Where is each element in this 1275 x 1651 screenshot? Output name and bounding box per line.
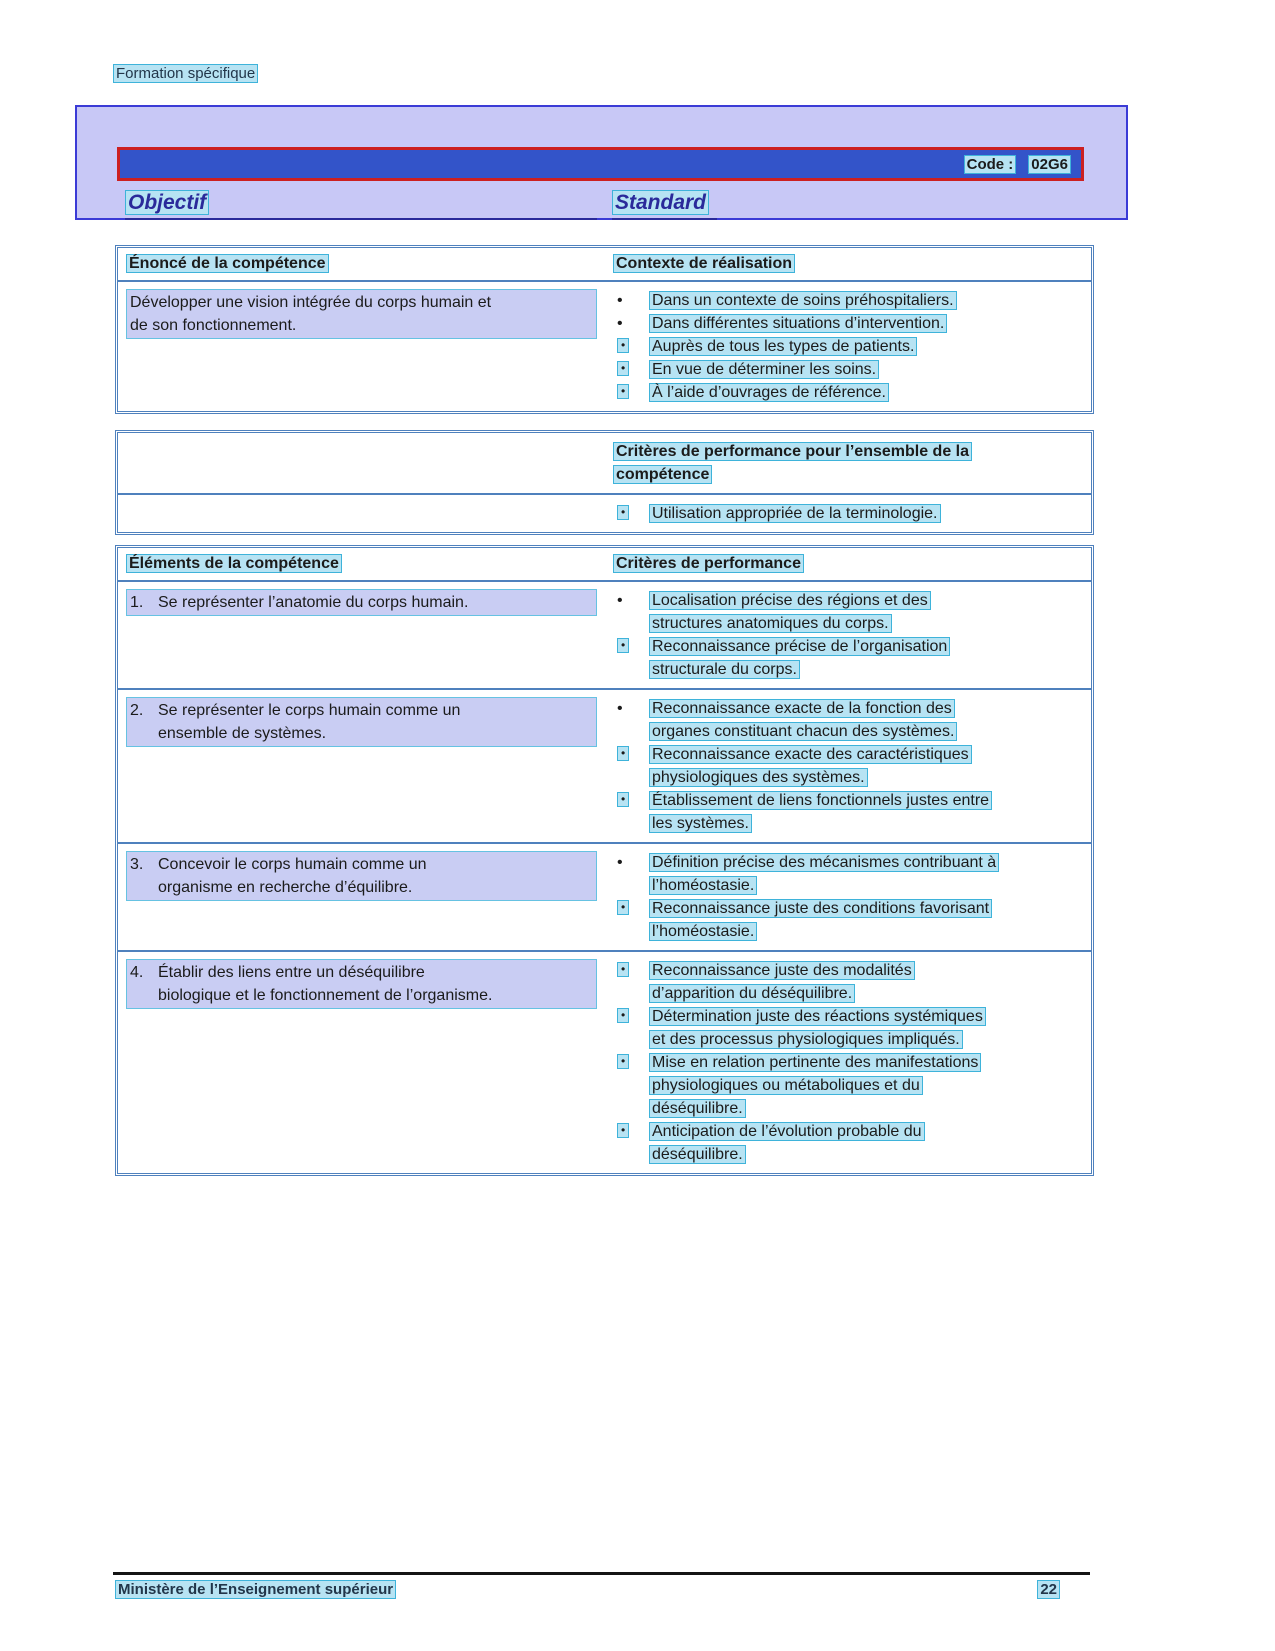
context-item-text — [649, 312, 1083, 335]
context-item-text — [649, 358, 1083, 381]
context-item — [613, 289, 1083, 312]
text-line — [649, 1051, 1083, 1074]
criterion-item — [613, 1005, 1083, 1051]
competence-table-body-row — [118, 280, 1091, 411]
highlighted-text: Définition précise des mécanismes contribuant à — [649, 853, 999, 872]
element-lines — [158, 853, 593, 899]
competence-statement — [126, 289, 597, 339]
text-line — [649, 1143, 1083, 1166]
text-line — [649, 897, 1083, 920]
highlighted-text: d’apparition du déséquilibre. — [649, 984, 855, 1003]
page-number: 22 — [1037, 1580, 1060, 1599]
element-statement — [126, 851, 597, 901]
text-line — [649, 920, 1083, 943]
criterion-item — [613, 1051, 1083, 1120]
text-line — [649, 743, 1083, 766]
text-line — [649, 1028, 1083, 1051]
text-line: Développer une vision intégrée du corps humain et — [130, 294, 492, 311]
text-line: ensemble de systèmes. — [158, 725, 327, 742]
text-line — [649, 812, 1083, 835]
text-line — [613, 440, 1083, 463]
boxed-bullet-icon: • — [617, 1008, 629, 1023]
bullet-icon — [613, 502, 649, 525]
headings-row — [125, 191, 717, 220]
competence-header-right-cell — [605, 248, 1091, 280]
highlighted-text: et des processus physiologiques impliqués. — [649, 1030, 963, 1049]
bullet-icon: • — [617, 854, 623, 871]
criterion-item — [613, 743, 1083, 789]
bullet-icon — [613, 358, 649, 381]
highlighted-text: Auprès de tous les types de patients. — [649, 337, 917, 356]
highlighted-text: À l’aide d’ouvrages de référence. — [649, 383, 889, 402]
text-line — [649, 982, 1083, 1005]
boxed-bullet-icon: • — [617, 1123, 629, 1138]
elements-header-right: Critères de performance — [613, 554, 804, 573]
bullet-icon: • — [617, 315, 623, 332]
ensemble-header-left-cell — [118, 433, 605, 493]
element-statement — [126, 697, 597, 747]
criteria-cell — [605, 952, 1091, 1173]
context-item-text — [649, 289, 1083, 312]
highlighted-text: Reconnaissance juste des conditions favorisant — [649, 899, 992, 918]
text-line — [649, 959, 1083, 982]
criterion-text — [649, 959, 1083, 1005]
highlighted-text: Dans différentes situations d’intervention. — [649, 314, 947, 333]
highlighted-text: Établissement de liens fonctionnels justes entre — [649, 791, 992, 810]
highlighted-text: Mise en relation pertinente des manifestations — [649, 1053, 981, 1072]
ensemble-body-row — [118, 493, 1091, 532]
bullet-icon — [613, 789, 649, 812]
text-line — [649, 697, 1083, 720]
criterion-item — [613, 697, 1083, 743]
criterion-text — [649, 851, 1083, 897]
criterion-text — [649, 743, 1083, 789]
element-lines — [158, 961, 593, 1007]
element-number: 1. — [130, 594, 144, 611]
objectif-label: Objectif — [125, 190, 209, 215]
bullet-icon — [613, 635, 649, 658]
boxed-bullet-icon: • — [617, 962, 629, 977]
text-line — [649, 381, 1083, 404]
ensemble-body-left-cell — [118, 495, 605, 532]
text-line: Concevoir le corps humain comme un — [158, 856, 427, 873]
highlighted-text: Localisation précise des régions et des — [649, 591, 931, 610]
text-line — [649, 289, 1083, 312]
criterion-text — [649, 1120, 1083, 1166]
elements-header-left: Éléments de la compétence — [126, 554, 342, 573]
bullet-icon — [613, 1120, 649, 1143]
criteria-cell — [605, 844, 1091, 950]
context-item-text — [649, 381, 1083, 404]
competence-statement-cell — [118, 282, 605, 411]
highlighted-text: structures anatomiques du corps. — [649, 614, 892, 633]
code-label: Code : — [964, 155, 1017, 174]
text-line: biologique et le fonctionnement de l’organisme. — [158, 987, 493, 1004]
text-line — [649, 789, 1083, 812]
competence-header-left-cell — [118, 248, 605, 280]
boxed-bullet-icon: • — [617, 384, 629, 399]
text-line — [649, 502, 1083, 525]
elements-header-left-cell — [118, 548, 605, 580]
boxed-bullet-icon: • — [617, 900, 629, 915]
objectif-heading — [125, 191, 597, 220]
criterion-item — [613, 897, 1083, 943]
context-item — [613, 335, 1083, 358]
highlighted-text: l’homéostasie. — [649, 922, 757, 941]
element-cell — [118, 690, 605, 842]
highlighted-text: Utilisation appropriée de la terminologie. — [649, 504, 941, 523]
criterion-text — [649, 897, 1083, 943]
criterion-item — [613, 635, 1083, 681]
bullet-icon — [613, 1005, 649, 1028]
boxed-bullet-icon: • — [617, 746, 629, 761]
highlighted-text: physiologiques des systèmes. — [649, 768, 868, 787]
highlighted-text: En vue de déterminer les soins. — [649, 360, 879, 379]
text-line — [649, 1097, 1083, 1120]
elements-table — [115, 545, 1094, 1176]
ensemble-header-right-cell — [605, 433, 1091, 493]
competence-table — [115, 245, 1094, 414]
criterion-text — [649, 697, 1083, 743]
criterion-item — [613, 851, 1083, 897]
text-line — [649, 766, 1083, 789]
highlighted-text: les systèmes. — [649, 814, 752, 833]
element-row — [118, 842, 1091, 950]
criterion-text — [649, 1005, 1083, 1051]
text-line: organisme en recherche d’équilibre. — [158, 879, 413, 896]
text-line: Établir des liens entre un déséquilibre — [158, 964, 425, 981]
bullet-icon — [613, 897, 649, 920]
highlighted-text: Reconnaissance exacte de la fonction des — [649, 699, 955, 718]
context-item — [613, 381, 1083, 404]
element-number: 4. — [130, 964, 144, 981]
boxed-bullet-icon: • — [617, 505, 629, 520]
highlighted-text: Reconnaissance juste des modalités — [649, 961, 915, 980]
ensemble-header-row — [118, 433, 1091, 493]
text-line — [649, 358, 1083, 381]
highlighted-text: Dans un contexte de soins préhospitaliers. — [649, 291, 957, 310]
bullet-icon — [613, 959, 649, 982]
text-line — [649, 1005, 1083, 1028]
footer-divider — [113, 1572, 1090, 1575]
text-line — [649, 851, 1083, 874]
element-lines — [158, 699, 593, 745]
bullet-icon — [613, 1051, 649, 1074]
context-item — [613, 312, 1083, 335]
text-line — [649, 1074, 1083, 1097]
text-line — [649, 658, 1083, 681]
highlighted-text: structurale du corps. — [649, 660, 800, 679]
element-cell — [118, 844, 605, 950]
criterion-item — [613, 959, 1083, 1005]
highlighted-text: physiologiques ou métaboliques et du — [649, 1076, 923, 1095]
context-list-cell — [605, 282, 1091, 411]
ensemble-criteria-table — [115, 430, 1094, 535]
bullet-icon: • — [617, 700, 623, 717]
element-cell — [118, 582, 605, 688]
criterion-text — [649, 789, 1083, 835]
criterion-text — [649, 589, 1083, 635]
text-line — [649, 1120, 1083, 1143]
highlighted-text: Reconnaissance exacte des caractéristiques — [649, 745, 972, 764]
text-line: Se représenter le corps humain comme un — [158, 702, 461, 719]
footer-ministry-label: Ministère de l’Enseignement supérieur — [115, 1580, 396, 1599]
element-row — [118, 688, 1091, 842]
bullet-icon: • — [617, 592, 623, 609]
highlighted-text: Anticipation de l’évolution probable du — [649, 1122, 925, 1141]
element-number: 3. — [130, 856, 144, 873]
text-line — [649, 612, 1083, 635]
section-label: Formation spécifique — [113, 64, 258, 83]
element-statement — [126, 589, 597, 616]
highlighted-text: déséquilibre. — [649, 1145, 746, 1164]
element-row — [118, 580, 1091, 688]
standard-heading — [612, 191, 717, 220]
criterion-text — [649, 502, 1083, 525]
bullet-icon: • — [617, 292, 623, 309]
text-line — [649, 720, 1083, 743]
highlighted-text: Détermination juste des réactions systémiques — [649, 1007, 986, 1026]
text-line — [613, 463, 1083, 486]
boxed-bullet-icon: • — [617, 361, 629, 376]
criterion-item — [613, 589, 1083, 635]
bullet-icon — [613, 743, 649, 766]
header-banner — [75, 105, 1128, 220]
highlighted-text: l’homéostasie. — [649, 876, 757, 895]
element-lines — [158, 591, 593, 614]
boxed-bullet-icon: • — [617, 792, 629, 807]
code-bar — [117, 147, 1084, 181]
highlighted-text: déséquilibre. — [649, 1099, 746, 1118]
text-line — [649, 589, 1083, 612]
highlighted-text: organes constituant chacun des systèmes. — [649, 722, 957, 741]
text-line — [649, 635, 1083, 658]
text-line: Se représenter l’anatomie du corps humain. — [158, 594, 469, 611]
competence-header-left: Énoncé de la compétence — [126, 254, 329, 273]
context-item — [613, 358, 1083, 381]
criterion-text — [649, 635, 1083, 681]
bullet-icon — [613, 335, 649, 358]
boxed-bullet-icon: • — [617, 338, 629, 353]
criteria-cell — [605, 690, 1091, 842]
criteria-cell — [605, 582, 1091, 688]
text-line — [649, 874, 1083, 897]
text-line — [649, 312, 1083, 335]
footer — [115, 1580, 1088, 1599]
highlighted-text: Reconnaissance précise de l’organisation — [649, 637, 950, 656]
element-row — [118, 950, 1091, 1173]
criterion-item — [613, 1120, 1083, 1166]
ensemble-criterion-item — [613, 502, 1083, 525]
boxed-bullet-icon: • — [617, 638, 629, 653]
competence-table-header-row — [118, 248, 1091, 280]
ensemble-body-right-cell — [605, 495, 1091, 532]
elements-header-row — [118, 548, 1091, 580]
code-value: 02G6 — [1028, 155, 1071, 174]
highlighted-text: compétence — [613, 465, 712, 484]
highlighted-text: Critères de performance pour l’ensemble de la — [613, 442, 972, 461]
element-statement — [126, 959, 597, 1009]
element-cell — [118, 952, 605, 1173]
criterion-item — [613, 789, 1083, 835]
elements-header-right-cell — [605, 548, 1091, 580]
context-item-text — [649, 335, 1083, 358]
competence-header-right: Contexte de réalisation — [613, 254, 795, 273]
standard-label: Standard — [612, 190, 709, 215]
text-line: de son fonctionnement. — [130, 317, 297, 334]
criterion-text — [649, 1051, 1083, 1120]
element-number: 2. — [130, 702, 144, 719]
bullet-icon — [613, 381, 649, 404]
boxed-bullet-icon: • — [617, 1054, 629, 1069]
text-line — [649, 335, 1083, 358]
competence-statement-lines — [130, 291, 593, 337]
